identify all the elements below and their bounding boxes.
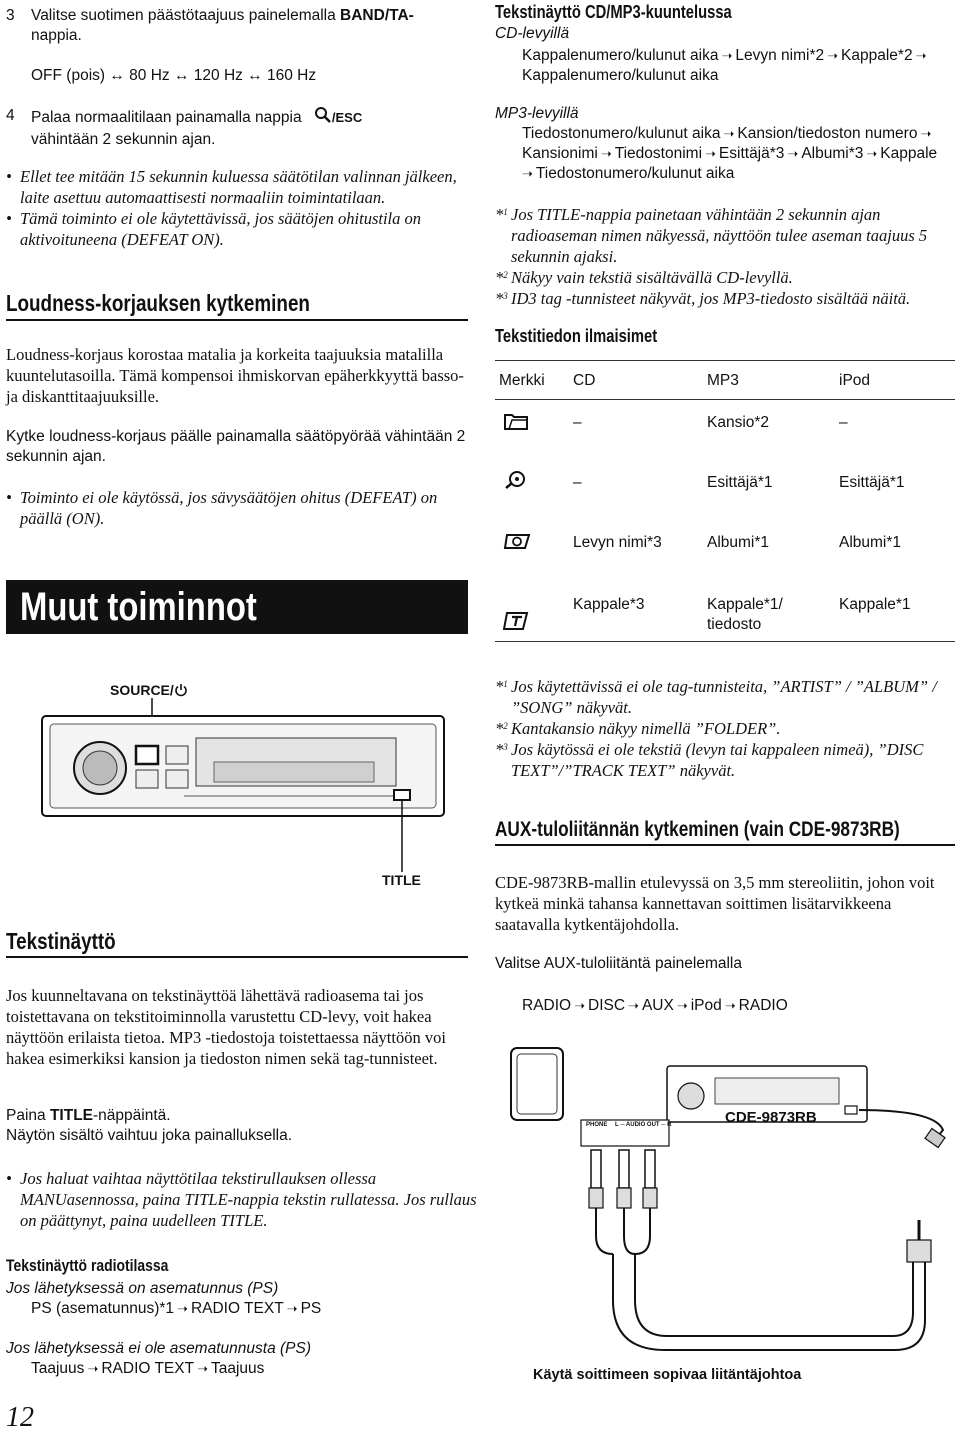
disc-icon (503, 531, 531, 556)
cdmp3-footnotes (495, 204, 955, 309)
radio-sequence-1: PS (asematunnus)*1 ➝ RADIO TEXT ➝ PS (31, 1300, 322, 1317)
step-4 (6, 106, 466, 150)
loudness-instruction: Kytke loudness-korjaus päälle painamalla säätöpyörää vähintään 2 sekunnin ajan. (6, 428, 466, 465)
cd-label: CD-levyillä (495, 25, 570, 42)
table-cell: Kappale*1 (839, 596, 911, 613)
source-button-label: SOURCE/ (110, 682, 188, 700)
column-header: CD (573, 372, 596, 389)
filter-frequencies: OFF (pois) ↔ 80 Hz ↔ 120 Hz ↔ 160 Hz (31, 67, 317, 84)
list-item: • Tämä toiminto ei ole käytettävissä, jos säätöjen ohitustila on aktivoituneena (DEFEAT ON). (6, 209, 422, 249)
footnote: *$^3$ ID3 tag -tunnisteet näkyvät, jos MP3-tiedosto sisältää näitä. (495, 289, 911, 308)
step-text-2: nappia. (31, 27, 82, 44)
band-ta-label: BAND/TA- (340, 7, 414, 24)
aux-connection-diagram (495, 1040, 955, 1390)
indicators-table (495, 360, 955, 642)
page-number: 12 (6, 1402, 34, 1433)
loudness-heading (6, 290, 468, 321)
bullet-text: Jos haluat vaihtaa näyttötilaa tekstirullauksen ollessa MANUasennossa, paina TITLE-nappia tekstin rullatessa. Jos rullaus on päättynyt, paina uudelleen TITLE. (20, 1169, 477, 1230)
aux-instruction: Valitse AUX-tuloliitäntä painelemalla (495, 955, 742, 972)
tekstinaytto-paragraph: Jos kuunneltavana on tekstinäyttöä lähettävä radioasema tai jos toistettavana on tekstitoiminnolla varustettu CD-levy, voit hakea näyttöön erilaista tietoa. MP3 -tiedostoja toistettaessa näyttöön voi hakea esimerkiksi kansion ja tiedoston nimen sekä tag-tunnisteet. (6, 986, 446, 1068)
list-item: • Ellet tee mitään 15 sekunnin kuluessa säätötilan valinnan jälkeen, laite asettuu automaattisesti normaaliin toimintatilaan. (6, 167, 457, 207)
step-text: Palaa normaalitilaan painamalla nappia (31, 109, 306, 127)
radio-sub-2: Jos lähetyksessä ei ole asematunnusta (PS) (6, 1340, 311, 1357)
car-stereo-illustration (6, 676, 468, 886)
folder-icon (503, 411, 529, 436)
radio-sequence-2: Taajuus ➝ RADIO TEXT ➝ Taajuus (31, 1360, 265, 1377)
step-text-2: vähintään 2 sekunnin ajan. (31, 131, 216, 148)
table-cell: Esittäjä*1 (707, 474, 773, 491)
search-icon (314, 106, 332, 130)
step-number: 3 (6, 7, 15, 24)
bullet-text: Toiminto ei ole käytössä, jos sävysäätöjen ohitus (DEFEAT) on päällä (ON). (20, 488, 438, 528)
column-header: MP3 (707, 372, 739, 389)
loudness-title: Loudness-korjauksen kytkeminen (6, 290, 310, 316)
step-number: 4 (6, 107, 15, 124)
tekstinaytto-heading (6, 928, 468, 958)
indicator-footnotes (495, 676, 955, 781)
table-cell: – (839, 414, 848, 431)
step-3 (6, 6, 466, 46)
tekstinaytto-title: Tekstinäyttö (6, 928, 116, 954)
phone-label: PHONE (586, 1122, 608, 1128)
esc-label: /ESC (331, 110, 363, 126)
track-icon (503, 611, 529, 636)
table-cell: Esittäjä*1 (839, 474, 905, 491)
step-text: Valitse suotimen päästötaajuus painelemalla (31, 7, 341, 24)
footnote: *$^1$ Jos TITLE-nappia painetaan vähintään 2 sekunnin ajan radioaseman nimen näkyessä, näyttöön tulee aseman taajuus 5 sekunnin ajaksi. (495, 205, 928, 266)
bullet-text: Tämä toiminto ei ole käytettävissä, jos säätöjen ohitustila on aktivoituneena (DEFEAT ON). (20, 209, 422, 249)
artist-icon (503, 469, 529, 496)
radio-sub-1: Jos lähetyksessä on asematunnus (PS) (6, 1280, 279, 1297)
aux-illustration (495, 1040, 955, 1390)
table-cell: Kappale*3 (573, 596, 645, 613)
cd-sequence: Kappalenumero/kulunut aika ➝ Levyn nimi*2 ➝ Kappale*2 ➝ Kappalenumero/kulunut aika (522, 47, 927, 84)
title-button-label: TITLE (382, 872, 421, 888)
bullet-text: Ellet tee mitään 15 sekunnin kuluessa säätötilan valinnan jälkeen, laite asettuu automaattisesti normaaliin toimintatilaan. (20, 167, 457, 207)
table-cell: Albumi*1 (707, 534, 770, 551)
banner-title: Muut toiminnot (20, 585, 257, 629)
aux-heading: AUX-tuloliitännän kytkeminen (vain CDE-9873RB) (495, 818, 955, 846)
loudness-bullet: • Toiminto ei ole käytössä, jos sävysäätöjen ohitus (DEFEAT) on päällä (ON). (6, 488, 438, 528)
tekstinaytto-instruction: Paina TITLE-näppäintä. Näytön sisältö vaihtuu joka painalluksella. (6, 1107, 293, 1144)
table-cell: – (573, 474, 582, 491)
head-unit-diagram (6, 676, 468, 886)
footnote: *$^3$ Jos käytössä ei ole tekstiä (levyn tai kappaleen nimeä), ”DISC TEXT”/”TRACK TEXT” näkyvät. (495, 740, 924, 780)
table-cell: – (573, 414, 582, 431)
model-label: CDE-9873RB (725, 1109, 817, 1126)
radio-heading: Tekstinäyttö radiotilassa (6, 1256, 169, 1275)
footnote: *$^2$ Kantakansio näkyy nimellä ”FOLDER”. (495, 719, 781, 738)
aux-sequence: RADIO ➝ DISC ➝ AUX ➝ iPod ➝ RADIO (522, 997, 788, 1014)
loudness-paragraph: Loudness-korjaus korostaa matalia ja korkeita taajuuksia matalilla kuuntelutasoilla. Tämä kompensoi ihmiskorvan epäherkkyyttä basso- ja diskanttitaajuuksille. (6, 345, 464, 406)
bullet-list-1 (6, 166, 471, 250)
mp3-label: MP3-levyillä (495, 105, 579, 122)
table-cell: Levyn nimi*3 (573, 534, 662, 551)
audio-out-label: L ─ AUDIO OUT ─ R (615, 1122, 672, 1128)
mp3-sequence: Tiedostonumero/kulunut aika ➝ Kansion/tiedoston numero ➝ Kansionimi ➝ Tiedostonimi ➝ Esittäjä*3 ➝ Albumi*3 ➝ Kappale ➝ Tiedostonumero/kulunut aika (522, 125, 938, 182)
aux-paragraph: CDE-9873RB-mallin etulevyssä on 3,5 mm stereoliitin, johon voit kytkeä minkä tahansa kannettavan soittimen lisätarvikkeena saatavalla kytkentäjohdolla. (495, 873, 935, 934)
cable-caption: Käytä soittimeen sopivaa liitäntäjohtoa (533, 1367, 802, 1383)
footnote: *$^1$ Jos käytettävissä ei ole tag-tunnisteita, ”ARTIST” / ”ALBUM” / ”SONG” näkyvät. (495, 677, 937, 717)
table-cell: Kappale*1/ tiedosto (707, 596, 783, 633)
footnote: *$^2$ Näkyy vain tekstiä sisältävällä CD-levyllä. (495, 268, 793, 287)
table-cell: Kansio*2 (707, 414, 770, 431)
table-cell: Albumi*1 (839, 534, 902, 551)
cdmp3-heading: Tekstinäyttö CD/MP3-kuuntelussa (495, 2, 732, 22)
tekstinaytto-bullet: • Jos haluat vaihtaa näyttötilaa tekstirullauksen ollessa MANUasennossa, paina TITLE-nappia tekstin rullatessa. Jos rullaus on päättynyt, paina uudelleen TITLE. (6, 1169, 477, 1230)
section-banner (6, 580, 468, 634)
column-header: Merkki (499, 372, 545, 389)
indicators-heading: Tekstitiedon ilmaisimet (495, 326, 658, 346)
column-header: iPod (839, 372, 871, 389)
